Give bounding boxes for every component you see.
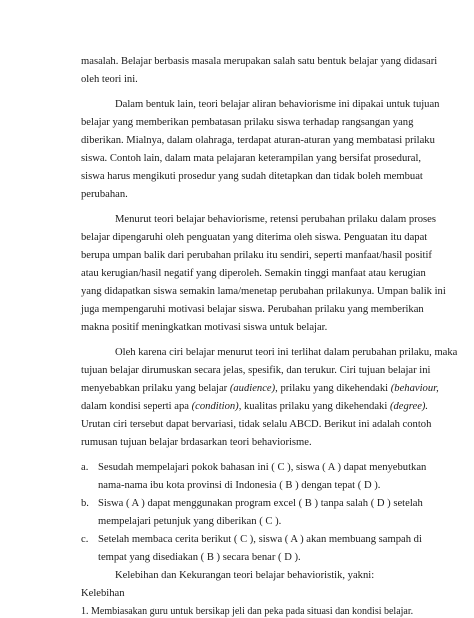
italic-term: (audience)	[229, 383, 276, 394]
list-marker: b.	[81, 498, 89, 509]
text-line: Urutan ciri tersebut dapat bervariasi, tidak selalu ABCD. Berikut ini adalah contoh	[81, 419, 432, 430]
text-line: Menurut teori belajar behaviorisme, retensi perubahan prilaku dalam proses	[115, 214, 436, 225]
text-run: dalam kondisi seperti apa	[81, 401, 192, 412]
text-line: atau kerugian/hasil negatif yang diperoleh. Semakin tinggi manfaat atau kerugian	[81, 268, 426, 279]
text-run: kualitas prilaku yang dikehendaki	[241, 401, 390, 412]
text-line: 1. Membiasakan guru untuk bersikap jeli dan peka pada situasi dan kondisi belajar.	[81, 606, 414, 617]
text-line: oleh teori ini.	[81, 74, 138, 85]
text-line: siswa harus mengikuti prosedur yang sudah ditetapkan dan tidak boleh membuat	[81, 171, 423, 182]
text-line: rumusan tujuan belajar brdasarkan teori behaviorisme.	[81, 437, 312, 448]
text-line: diberikan. Mialnya, dalam olahraga, terdapat aturan-aturan yang membatasi prilaku	[81, 135, 435, 146]
italic-term: (degree).	[389, 401, 429, 412]
text-line: tujuan belajar dirumuskan secara jelas, spesifik, dan terukur. Ciri tujuan belajar ini	[81, 365, 431, 376]
text-line: yang didapatkan siswa semakin lama/menetap perubahan prilakunya. Umpan balik ini	[81, 286, 446, 297]
list-item-line: mempelajari petunjuk yang diberikan ( C ).	[98, 516, 282, 527]
text-line: masalah. Belajar berbasis masala merupakan salah satu bentuk belajar yang didasari	[81, 56, 438, 67]
list-item-line: nama-nama ibu kota provinsi di Indonesia ( B ) dengan tepat ( D ).	[98, 480, 381, 491]
text-line: belajar yang memberikan pembatasan prilaku siswa terhadap rangsangan yang	[81, 117, 414, 128]
text-run: , prilaku yang dikehendaki	[275, 383, 391, 394]
text-line	[81, 400, 429, 413]
text-line: Kelebihan dan Kekurangan teori belajar behavioristik, yakni:	[115, 570, 375, 581]
list-item-line: Setelah membaca cerita berikut ( C ), siswa ( A ) akan membuang sampah di	[98, 534, 422, 545]
text-line: siswa. Contoh lain, dalam mata pelajaran keterampilan yang bersifat prosedural,	[81, 153, 422, 164]
text-line: perubahan.	[81, 189, 128, 200]
text-line: Oleh karena ciri belajar menurut teori ini terlihat dalam perubahan prilaku, maka	[115, 347, 458, 358]
list-marker: c.	[81, 534, 89, 545]
list-item-line: tempat yang disediakan ( B ) secara benar ( D ).	[98, 552, 301, 563]
section-heading: Kelebihan	[81, 588, 125, 599]
text-line: makna positif meningkatkan motivasi siswa untuk belajar.	[81, 322, 328, 333]
text-line: juga mempengaruhi motivasi belajar siswa. Perubahan prilaku yang memberikan	[81, 304, 424, 315]
italic-term: (behaviour,	[390, 383, 439, 394]
list-marker: a.	[81, 462, 89, 473]
text-line	[81, 382, 439, 395]
list-item-line: Sesudah mempelajari pokok bahasan ini ( C ), siswa ( A ) dapat menyebutkan	[98, 462, 427, 473]
text-line: berupa umpan balik dari perubahan prilaku itu sendiri, seperti manfaat/hasil positif	[81, 250, 432, 261]
text-line: belajar dipengaruhi oleh penguatan yang diterima oleh siswa. Penguatan itu dapat	[81, 232, 428, 243]
text-run: menyebabkan prilaku yang belajar	[81, 383, 230, 394]
italic-term: (condition),	[191, 401, 242, 412]
list-item-line: Siswa ( A ) dapat menggunakan program excel ( B ) tanpa salah ( D ) setelah	[98, 498, 423, 509]
text-line: Dalam bentuk lain, teori belajar aliran behaviorisme ini dipakai untuk tujuan	[115, 99, 440, 110]
